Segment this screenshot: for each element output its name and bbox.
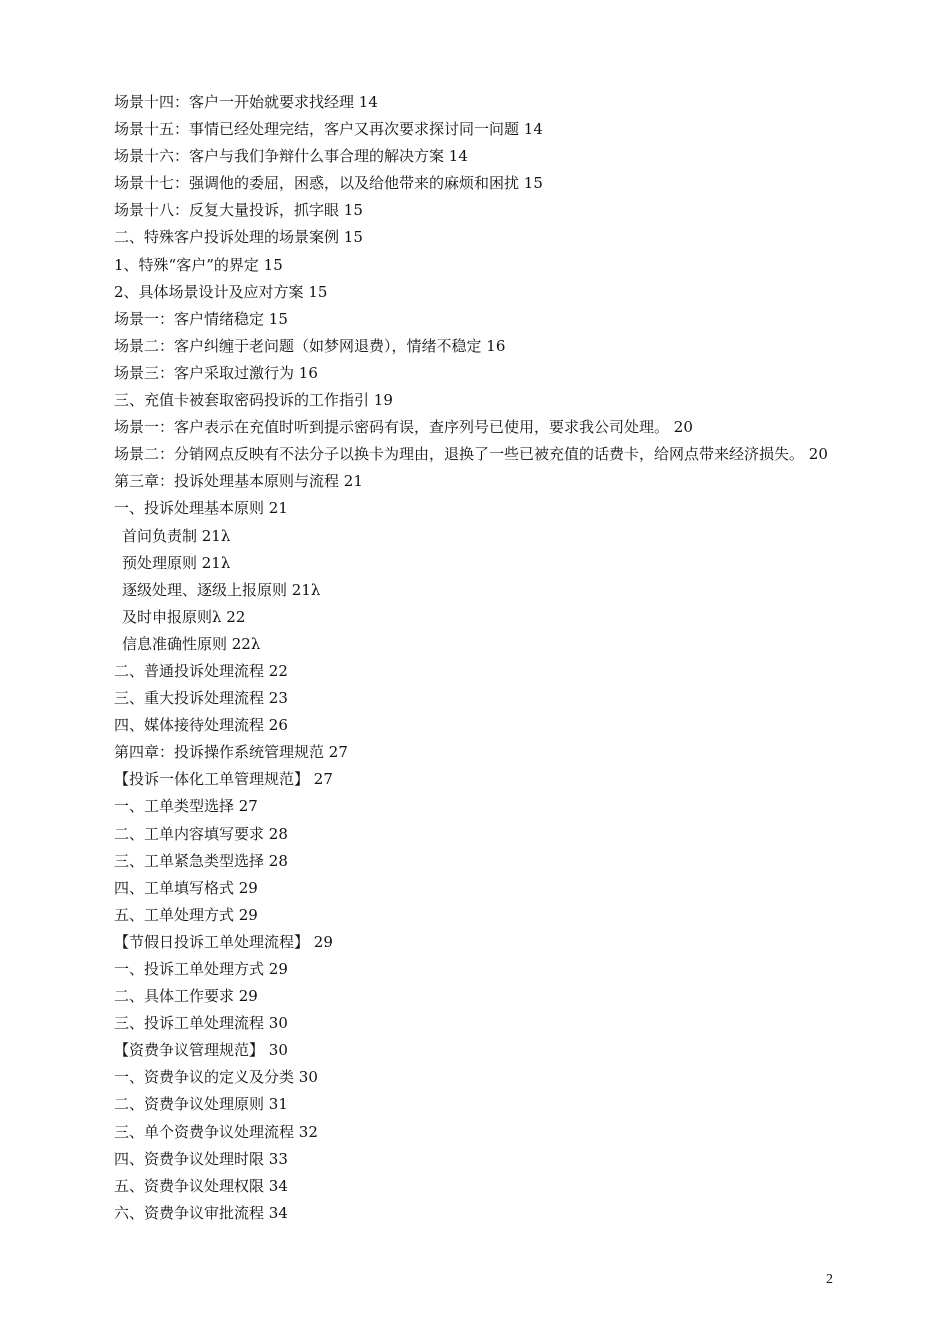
toc-entry: 三、单个资费争议处理流程 32 bbox=[114, 1122, 318, 1141]
toc-entry: 信息准确性原则 22λ bbox=[122, 634, 261, 653]
toc-entry: 【节假日投诉工单处理流程】 29 bbox=[114, 932, 333, 951]
toc-entry: 场景一：客户表示在充值时听到提示密码有误，查序列号已使用，要求我公司处理。 20 bbox=[114, 418, 693, 437]
toc-entry: 场景二：分销网点反映有不法分子以换卡为理由，退换了一些已被充值的话费卡，给网点带来经济损失。 20 bbox=[114, 445, 828, 464]
table-of-contents bbox=[114, 89, 839, 1227]
toc-entry: 场景十五：事情已经处理完结，客户又再次要求探讨同一问题 14 bbox=[114, 120, 543, 139]
toc-entry: 【资费争议管理规范】 30 bbox=[114, 1041, 288, 1060]
toc-entry: 三、工单紧急类型选择 28 bbox=[114, 851, 288, 870]
toc-entry: 三、投诉工单处理流程 30 bbox=[114, 1014, 288, 1033]
toc-entry: 四、工单填写格式 29 bbox=[114, 878, 258, 897]
toc-entry: 一、投诉处理基本原则 21 bbox=[114, 499, 288, 518]
toc-entry: 场景一：客户情绪稳定 15 bbox=[114, 309, 288, 328]
toc-entry: 第三章：投诉处理基本原则与流程 21 bbox=[114, 472, 363, 491]
toc-entry: 六、资费争议审批流程 34 bbox=[114, 1203, 288, 1222]
toc-entry: 二、普通投诉处理流程 22 bbox=[114, 661, 288, 680]
toc-entry: 第四章：投诉操作系统管理规范 27 bbox=[114, 743, 348, 762]
toc-entry: 二、资费争议处理原则 31 bbox=[114, 1095, 288, 1114]
toc-entry: 场景十四：客户一开始就要求找经理 14 bbox=[114, 93, 378, 111]
toc-entry: 2、具体场景设计及应对方案 15 bbox=[114, 282, 328, 301]
toc-entry: 场景十八：反复大量投诉，抓字眼 15 bbox=[114, 201, 363, 220]
toc-entry: 场景十七：强调他的委屈，困惑，以及给他带来的麻烦和困扰 15 bbox=[114, 174, 543, 193]
toc-entry: 四、媒体接待处理流程 26 bbox=[114, 716, 288, 735]
toc-entry: 场景三：客户采取过激行为 16 bbox=[114, 363, 318, 382]
toc-entry: 五、工单处理方式 29 bbox=[114, 905, 258, 924]
toc-entry: 场景十六：客户与我们争辩什么事合理的解决方案 14 bbox=[114, 147, 468, 166]
toc-entry: 1、特殊“客户”的界定 15 bbox=[114, 255, 283, 274]
toc-entry: 【投诉一体化工单管理规范】 27 bbox=[114, 770, 333, 789]
toc-entry: 三、充值卡被套取密码投诉的工作指引 19 bbox=[114, 391, 393, 410]
toc-entry: 场景二：客户纠缠于老问题（如梦网退费），情绪不稳定 16 bbox=[114, 336, 506, 355]
toc-entry: 预处理原则 21λ bbox=[122, 553, 231, 572]
toc-entry: 一、投诉工单处理方式 29 bbox=[114, 960, 288, 978]
toc-entry: 逐级处理、逐级上报原则 21λ bbox=[122, 580, 321, 599]
toc-entry: 一、资费争议的定义及分类 30 bbox=[114, 1068, 318, 1087]
toc-entry: 二、工单内容填写要求 28 bbox=[114, 824, 288, 843]
page-number: 2 bbox=[826, 1272, 833, 1287]
toc-entry: 五、资费争议处理权限 34 bbox=[114, 1176, 288, 1195]
toc-entry: 首问负责制 21λ bbox=[122, 526, 231, 545]
toc-entry: 二、具体工作要求 29 bbox=[114, 987, 258, 1006]
toc-entry: 一、工单类型选择 27 bbox=[114, 797, 258, 816]
toc-entry: 及时申报原则λ 22 bbox=[122, 607, 246, 626]
toc-entry: 二、特殊客户投诉处理的场景案例 15 bbox=[114, 228, 363, 247]
toc-entry: 三、重大投诉处理流程 23 bbox=[114, 689, 288, 708]
toc-entry: 四、资费争议处理时限 33 bbox=[114, 1149, 288, 1168]
